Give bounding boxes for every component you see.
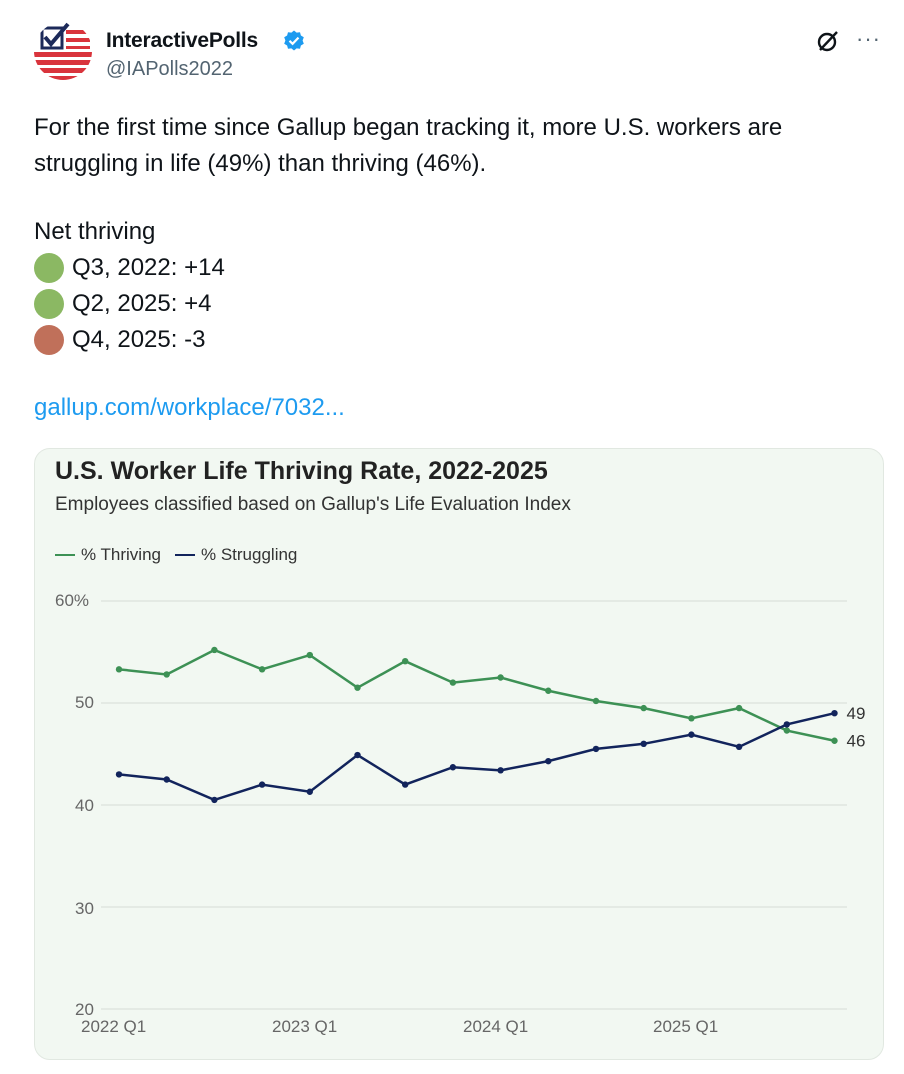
data-point — [497, 674, 503, 680]
list-item-label: Q4, 2025: -3 — [72, 326, 206, 353]
x-tick-label: 2024 Q1 — [463, 1017, 529, 1036]
data-point — [402, 658, 408, 664]
data-point — [545, 758, 551, 764]
data-point — [736, 744, 742, 750]
data-point — [307, 652, 313, 658]
verified-badge-icon — [282, 29, 306, 53]
chart-title: U.S. Worker Life Thriving Rate, 2022-2025 — [55, 457, 548, 485]
list-item-label: Q2, 2025: +4 — [72, 290, 212, 317]
data-point — [641, 741, 647, 747]
y-tick-label: 50 — [75, 693, 94, 712]
net-thriving-label: Net thriving — [34, 218, 156, 245]
data-point — [784, 727, 790, 733]
end-label: 46 — [846, 731, 866, 751]
data-point — [402, 781, 408, 787]
data-point — [354, 685, 360, 691]
data-point — [641, 705, 647, 711]
y-tick-label: 60% — [55, 591, 90, 610]
data-point — [211, 647, 217, 653]
tweet-text: For the first time since Gallup began tracking it, more U.S. workers are struggling in life (49%) than thriving (46%). — [34, 114, 783, 177]
data-point — [307, 789, 313, 795]
chart-card[interactable] — [34, 448, 884, 1060]
series-line-struggling — [119, 713, 835, 800]
green-circle-icon — [34, 253, 64, 283]
data-point — [450, 764, 456, 770]
net-thriving-list — [34, 214, 225, 358]
data-point — [688, 715, 694, 721]
list-item — [34, 286, 225, 322]
data-point — [164, 776, 170, 782]
data-point — [211, 797, 217, 803]
x-tick-label: 2023 Q1 — [272, 1017, 338, 1036]
data-point — [116, 666, 122, 672]
data-point — [497, 767, 503, 773]
y-tick-label: 40 — [75, 796, 94, 815]
x-tick-label: 2025 Q1 — [653, 1017, 719, 1036]
grok-icon[interactable] — [815, 28, 841, 54]
more-options-icon[interactable]: ··· — [856, 26, 881, 51]
user-handle[interactable]: @IAPolls2022 — [106, 58, 234, 80]
data-point — [593, 698, 599, 704]
data-point — [259, 781, 265, 787]
data-point — [831, 738, 837, 744]
data-point — [593, 746, 599, 752]
legend-label-thriving: % Thriving — [81, 545, 161, 564]
chart-legend — [55, 545, 297, 565]
legend-swatch-struggling — [175, 554, 195, 556]
article-link[interactable]: gallup.com/workplace/7032... — [34, 394, 345, 421]
green-circle-icon — [34, 289, 64, 319]
data-point — [688, 731, 694, 737]
y-tick-label: 20 — [75, 1000, 94, 1019]
red-circle-icon — [34, 325, 64, 355]
data-point — [831, 710, 837, 716]
data-point — [259, 666, 265, 672]
list-item — [34, 250, 225, 286]
data-point — [116, 771, 122, 777]
data-point — [784, 721, 790, 727]
series-line-thriving — [119, 650, 835, 741]
y-tick-label: 30 — [75, 899, 94, 918]
chart-subtitle: Employees classified based on Gallup's Life Evaluation Index — [55, 494, 571, 515]
end-label: 49 — [846, 704, 866, 724]
avatar[interactable] — [34, 22, 92, 80]
checkbox-flag-logo-icon — [34, 22, 92, 80]
data-point — [164, 671, 170, 677]
data-point — [736, 705, 742, 711]
x-tick-label: 2022 Q1 — [81, 1017, 147, 1036]
list-item — [34, 322, 225, 358]
display-name[interactable]: InteractivePolls — [106, 29, 259, 52]
list-item-label: Q3, 2022: +14 — [72, 254, 225, 281]
legend-label-struggling: % Struggling — [201, 545, 298, 564]
data-point — [450, 679, 456, 685]
data-point — [545, 688, 551, 694]
line-chart — [35, 449, 883, 1059]
data-point — [354, 752, 360, 758]
legend-swatch-thriving — [55, 554, 75, 556]
